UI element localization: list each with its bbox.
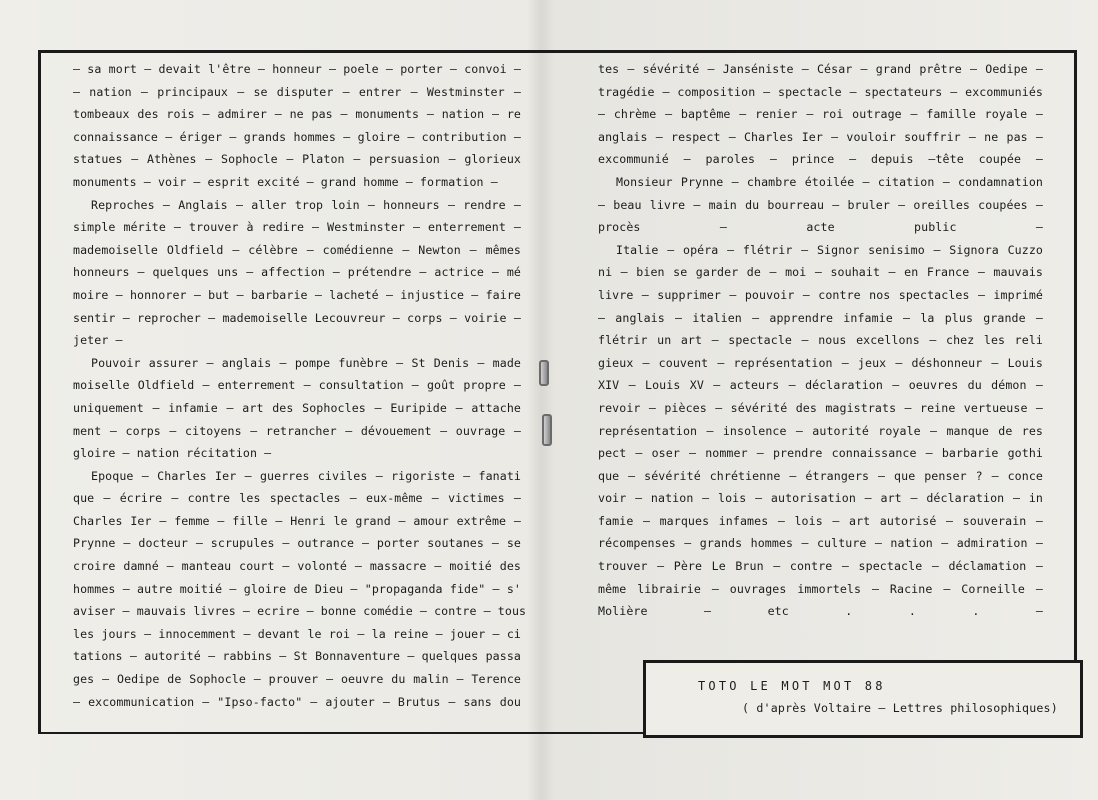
text-line: famie – marques infames – lois – art autorisé – souverain – [598,513,1043,528]
text-line: que – sévérité chrétienne – étrangers – que penser ? – conce [598,468,1043,483]
text-line: hommes – autre moitié – gloire de Dieu – "propaganda fide" – s' [73,581,521,596]
text-line: tes – sévérité – Janséniste – César – grand prêtre – Oedipe – [598,62,1043,76]
text-line: connaissance – ériger – grands hommes – gloire – contribution – [73,129,521,144]
text-line: sentir – reprocher – mademoiselle Lecouvreur – corps – voirie – [73,310,521,325]
text-line: Charles Ier – femme – fille – Henri le grand – amour extrême – [73,513,521,528]
text-line: les jours – innocemment – devant le roi – la reine – jouer – ci [73,626,521,641]
text-line: Prynne – docteur – scrupules – outrance – porter soutanes – se [73,536,521,551]
text-line: procès – acte public – [598,220,1043,235]
text-line: monuments – voir – esprit excité – grand homme – formation – [73,174,498,189]
text-line: Pouvoir assurer – anglais – pompe funèbre – St Denis – made [91,355,521,370]
text-line: livre – supprimer – pouvoir – contre nos spectacles – imprimé [598,287,1043,302]
text-line: gloire – nation récitation – [73,446,272,461]
text-line: croire damné – manteau court – volonté – massacre – moitié des [73,559,521,574]
text-line: représentation – insolence – autorité royale – manque de res [598,423,1043,438]
text-line: statues – Athènes – Sophocle – Platon – persuasion – glorieux [73,152,521,167]
text-line: moiselle Oldfield – enterrement – consultation – goût propre – [73,378,521,393]
text-line: Reproches – Anglais – aller trop loin – honneurs – rendre – [91,197,521,212]
text-line: – chrème – baptême – renier – roi outrage – famille royale – [598,107,1043,122]
text-line: gieux – couvent – représentation – jeux – déshonneur – Louis [598,355,1043,370]
text-line: tations – autorité – rabbins – St Bonnaventure – quelques passa [73,649,521,664]
text-line: anglais – respect – Charles Ier – vouloir souffrir – ne pas – [598,129,1043,144]
text-line: XIV – Louis XV – acteurs – déclaration – oeuvres du démon – [598,378,1043,393]
text-line: jeter – [73,333,123,348]
credit-box [643,660,1083,738]
text-line: – sa mort – devait l'être – honneur – poele – porter – convoi – [73,62,521,76]
credit-subtitle: ( d'après Voltaire – Lettres philosophiques) [742,701,1058,715]
text-line: moire – honnorer – but – barbarie – lacheté – injustice – faire [73,287,521,302]
left-text-column [73,58,527,713]
text-line: uniquement – infamie – art des Sophocles – Euripide – attache [73,400,521,415]
text-line: ment – corps – citoyens – retrancher – dévouement – ouvrage – [73,423,521,438]
text-line: revoir – pièces – sévérité des magistrats – reine vertueuse – [598,400,1043,415]
text-line: excommunié – paroles – prince – depuis –tête coupée – [598,152,1043,167]
right-text-column [598,58,1043,623]
text-line: – excommunication – "Ipso-facto" – ajouter – Brutus – sans dou [73,694,521,709]
text-line: Italie – opéra – flétrir – Signor senisimo – Signora Cuzzo [616,242,1043,257]
text-line: flétrir un art – spectacle – nous excellons – chez les reli [598,333,1043,348]
text-line: Monsieur Prynne – chambre étoilée – citation – condamnation [616,174,1043,189]
text-line: ni – bien se garder de – moi – souhait – en France – mauvais [598,265,1043,280]
text-line: tombeaux des rois – admirer – ne pas – monuments – nation – re [73,107,521,122]
text-line: simple mérite – trouver à redire – Westminster – enterrement – [73,220,521,235]
text-line: aviser – mauvais livres – ecrire – bonne comédie – contre – tous [73,604,527,619]
text-line: tragédie – composition – spectacle – spectateurs – excommuniés [598,84,1043,99]
text-line: même librairie – ouvrages immortels – Racine – Corneille – [598,581,1043,596]
staple [542,414,552,446]
text-line: récompenses – grands hommes – culture – nation – admiration – [598,536,1043,551]
text-line: pect – oser – nommer – prendre connaissance – barbarie gothi [598,446,1043,461]
text-line: Molière – etc . . . – [598,604,1043,619]
text-line: – nation – principaux – se disputer – entrer – Westminster – [73,84,521,99]
text-line: ges – Oedipe de Sophocle – prouver – oeuvre du malin – Terence [73,672,521,687]
text-line: – beau livre – main du bourreau – bruler – oreilles coupées – [598,197,1043,212]
staple [539,360,549,386]
text-line: voir – nation – lois – autorisation – art – déclaration – in [598,491,1043,506]
text-line: Epoque – Charles Ier – guerres civiles – rigoriste – fanati [91,468,521,483]
credit-title: TOTO LE MOT MOT 88 [698,679,886,693]
text-line: que – écrire – contre les spectacles – eux-même – victimes – [73,491,521,506]
text-line: – anglais – italien – apprendre infamie – la plus grande – [598,310,1043,325]
text-line: honneurs – quelques uns – affection – prétendre – actrice – mé [73,265,521,280]
text-line: mademoiselle Oldfield – célèbre – comédienne – Newton – mêmes [73,242,521,257]
text-line: trouver – Père Le Brun – contre – spectacle – déclamation – [598,559,1043,574]
